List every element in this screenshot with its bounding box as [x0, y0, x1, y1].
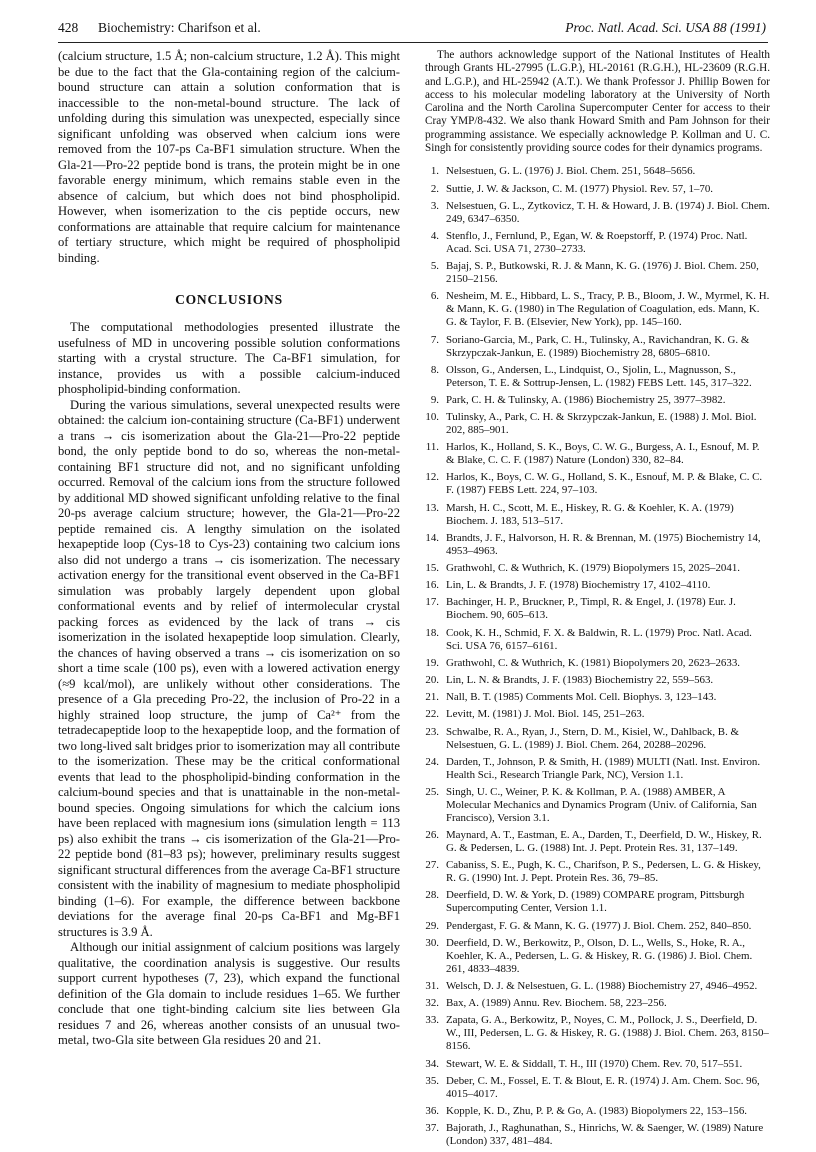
reference-number: 7. [430, 333, 439, 346]
reference-number: 22. [425, 708, 439, 721]
left-column [58, 49, 400, 1049]
reference-item [425, 394, 770, 407]
reference-text: Harlos, K., Boys, C. W. G., Holland, S. K., Esnouf, M. P. & Blake, C. C. F. (1987) FEBS Lett. 224, 97–103. [446, 471, 763, 497]
reference-number: 5. [430, 260, 439, 273]
reference-text: Schwalbe, R. A., Ryan, J., Stern, D. M., Kisiel, W., Dahlback, B. & Nelsestuen, G. L. (1989) J. Biol. Chem. 264, 20288–20296. [446, 725, 739, 751]
reference-text: Nall, B. T. (1985) Comments Mol. Cell. Biophys. 3, 123–143. [446, 691, 717, 704]
reference-number: 30. [425, 936, 439, 949]
reference-item [425, 596, 770, 622]
reference-item [425, 937, 770, 976]
reference-text: Levitt, M. (1981) J. Mol. Biol. 145, 251–263. [446, 708, 645, 721]
reference-text: Pendergast, F. G. & Mann, K. G. (1977) J. Biol. Chem. 252, 840–850. [446, 919, 752, 932]
reference-number: 32. [425, 997, 439, 1010]
reference-text: Bachinger, H. P., Bruckner, P., Timpl, R. & Engel, J. (1978) Eur. J. Biochem. 90, 605–613. [446, 596, 736, 622]
reference-text: Grathwohl, C. & Wuthrich, K. (1981) Biopolymers 20, 2623–2633. [446, 656, 740, 669]
body-paragraph: During the various simulations, several unexpected results were obtained: the calcium ion-containing structure (Ca-BF1) underwent a trans → cis isomerization about the Gla-21—Pro-22 peptide bond, the only peptide bond to do so, whereas the non-metal-containing BF1 structure did not, and no significant unfolding occurred. Removal of the calcium ions from the structure followed by additional MD showed significant unfolding relative to the final 20-ps average calcium structure; however, the Gla-21—Pro-22 peptide remained cis. A lengthy simulation on the isolated hexapeptide loop (Cys-18 to Cys-23) containing two calcium ions also did not undergo a trans → cis isomerization. The necessary activation energy for the transitional event observed in the Ca-BF1 simulation was probably largely dependent upon global conformational events and by relief of intermolecular crystal packing forces as evidenced by the lack of trans → cis isomerization in the isolated hexapeptide loop simulation. Clearly, the chances of having observed a trans → cis isomerization on so short a time scale (100 ps), even with a lowered activation energy (≈9 kcal/mol), are unlikely without other considerations. The presence of a Gla preceding Pro-22, the inclusion of Pro-22 in a highly strained loop structure, the jump of Ca²⁺ from the tetradecapeptide loop to the hexapeptide loop, and the formation of two long-lived salt bridges prior to isomerization may all contribute to the isomerization. These may be the critical conformational events that lead to the phospholipid-binding conformation in the calcium-bound species and that is unattainable in the non-metal-bound species. Ongoing simulations for which the calcium ions have been replaced with magnesium ions (simulation length = 113 ps) also exhibit the trans → cis isomerization of the Gla-21—Pro-22 peptide bond (81–83 ps); however, preliminary results suggest significant structural differences from the average Ca-BF1 structure consistent with the inability of magnesium to mediate phospholipid binding (1–6). For example, the difference between backbone deviations for the average final 20-ps Ca-BF1 and Mg-BF1 structures is 3.9 Å. [58, 397, 400, 939]
reference-item [425, 532, 770, 558]
reference-number: 2. [430, 182, 439, 195]
reference-number: 10. [425, 411, 439, 424]
reference-number: 19. [425, 656, 439, 669]
reference-item [425, 411, 770, 437]
reference-number: 24. [425, 755, 439, 768]
reference-text: Cook, K. H., Schmid, F. X. & Baldwin, R. L. (1979) Proc. Natl. Acad. Sci. USA 76, 6157–6161. [446, 626, 752, 652]
reference-text: Darden, T., Johnson, P. & Smith, H. (1989) MULTI (Natl. Inst. Environ. Health Sci., Research Triangle Park, NC), Version 1.1. [446, 755, 761, 781]
reference-item [425, 708, 770, 721]
reference-number: 29. [425, 919, 439, 932]
reference-number: 26. [425, 829, 439, 842]
reference-text: Deerfield, D. W. & York, D. (1989) COMPARE program, Pittsburgh Supercomputing Center, Version 1.1. [446, 889, 745, 915]
reference-text: Cabaniss, S. E., Pugh, K. C., Charifson, P. S., Pedersen, L. G. & Hiskey, R. G. (1990) Int. J. Pept. Protein Res. 36, 79–85. [446, 859, 761, 885]
reference-text: Nelsestuen, G. L. (1976) J. Biol. Chem. 251, 5648–5656. [446, 165, 696, 178]
reference-item [425, 562, 770, 575]
reference-item [425, 980, 770, 993]
reference-number: 20. [425, 673, 439, 686]
body-paragraph: Although our initial assignment of calcium positions was largely qualitative, the coordination analysis is suggestive. Our results support current hypotheses (7, 23), which expand the functional definition of the Gla domain to include residues 1–65. We further conclude that one tight-binding calcium site lies between Gla residues 7 and 26, whereas another consists of an unusual two-metal, two-Gla site between Gla residues 20 and 21. [58, 940, 400, 1047]
reference-text: Stenflo, J., Fernlund, P., Egan, W. & Roepstorff, P. (1974) Proc. Natl. Acad. Sci. USA 71, 2730–2733. [446, 229, 748, 255]
reference-number: 31. [425, 980, 439, 992]
reference-item [425, 786, 770, 825]
reference-item [425, 290, 770, 329]
reference-item [425, 471, 770, 497]
reference-item [425, 859, 770, 885]
reference-text: Bajorath, J., Raghunathan, S., Hinrichs, W. & Saenger, W. (1989) Nature (London) 337, 481–484. [446, 1122, 764, 1148]
reference-text: Suttie, J. W. & Jackson, C. M. (1977) Physiol. Rev. 57, 1–70. [446, 182, 714, 195]
reference-text: Marsh, H. C., Scott, M. E., Hiskey, R. G. & Koehler, K. A. (1979) Biochem. J. 183, 513–517. [446, 501, 734, 527]
reference-item [425, 364, 770, 390]
running-head: Biochemistry: Charifson et al. [98, 20, 261, 35]
reference-number: 3. [430, 199, 439, 212]
reference-text: Bajaj, S. P., Butkowski, R. J. & Mann, K. G. (1976) J. Biol. Chem. 250, 2150–2156. [446, 260, 759, 286]
reference-text: Lin, L. N. & Brandts, J. F. (1983) Biochemistry 22, 559–563. [446, 673, 714, 686]
reference-number: 6. [430, 290, 439, 303]
reference-text: Deerfield, D. W., Berkowitz, P., Olson, D. L., Wells, S., Hoke, R. A., Koehler, K. A., Pedersen, L. G. & Hiskey, R. G. (1986) J. Biol. Chem. 261, 4833–4839. [446, 936, 753, 975]
journal-citation: Proc. Natl. Acad. Sci. USA 88 (1991) [565, 20, 766, 35]
reference-item [425, 756, 770, 782]
reference-item [425, 230, 770, 256]
reference-item [425, 889, 770, 915]
page-header [58, 20, 766, 42]
reference-number: 1. [430, 165, 439, 178]
reference-number: 9. [430, 393, 439, 406]
reference-item [425, 674, 770, 687]
reference-number: 13. [425, 501, 439, 514]
right-column [425, 49, 770, 1152]
reference-text: Bax, A. (1989) Annu. Rev. Biochem. 58, 223–256. [446, 997, 667, 1010]
body-paragraph: (calcium structure, 1.5 Å; non-calcium structure, 1.2 Å). This might be due to the fact that the Gla-containing region of the calcium-bound structure can attain a solution conformation that is inaccessible to the non-metal-bound structure. The lack of unfolding during this simulation was unexpected, especially since significant unfolding was observed when calcium ions were removed from the 107-ps Ca-BF1 simulation structure. When the Gla-21—Pro-22 peptide bond is trans, the protein might be in one favorable energy minimum, which remains stable even in the absence of calcium, but which does not bind phospholipid. However, when isomerization to the cis peptide occurs, new conformations are attainable that require calcium for maintenance of tertiary structure, which might be required of phospholipid binding. [58, 49, 400, 265]
reference-item [425, 997, 770, 1010]
reference-text: Harlos, K., Holland, S. K., Boys, C. W. G., Burgess, A. I., Esnouf, M. P. & Blake, C. C. F. (1987) Nature (London) 330, 82–84. [446, 441, 760, 467]
reference-text: Deber, C. M., Fossel, E. T. & Blout, E. R. (1974) J. Am. Chem. Soc. 96, 4015–4017. [446, 1074, 760, 1100]
reference-item [425, 260, 770, 286]
reference-number: 36. [425, 1104, 439, 1117]
reference-number: 34. [425, 1057, 439, 1070]
reference-number: 17. [425, 596, 439, 609]
reference-item [425, 829, 770, 855]
reference-number: 12. [425, 471, 439, 484]
reference-item [425, 441, 770, 467]
reference-number: 23. [425, 725, 439, 738]
reference-text: Park, C. H. & Tulinsky, A. (1986) Biochemistry 25, 3977–3982. [446, 393, 726, 406]
reference-item [425, 1122, 770, 1148]
reference-item [425, 657, 770, 670]
reference-item [425, 200, 770, 226]
reference-number: 37. [425, 1122, 439, 1135]
reference-number: 21. [425, 691, 439, 704]
reference-number: 11. [425, 441, 439, 454]
reference-text: Maynard, A. T., Eastman, E. A., Darden, T., Deerfield, D. W., Hiskey, R. G. & Pedersen, L. G. (1988) Int. J. Pept. Protein Res. 31, 137–149. [446, 829, 762, 855]
reference-item [425, 183, 770, 196]
reference-number: 25. [425, 785, 439, 798]
reference-number: 4. [430, 229, 439, 242]
reference-text: Welsch, D. J. & Nelsestuen, G. L. (1988) Biochemistry 27, 4946–4952. [446, 980, 758, 992]
section-heading: CONCLUSIONS [175, 292, 283, 307]
acknowledgment: The authors acknowledge support of the National Institutes of Health through Grants HL-27995 (L.G.P.), HL-20161 (R.G.H.), HL-23609 (R.G.H. and L.G.P.), and HL-25942 (A.T.). We thank Professor J. Phillip Bowen for access to his molecular modeling laboratory at the University of North Carolina and the North Carolina Supercomputer Center for access to their Cray YMP/8-432. We also thank Howard Smith and Pam Johnson for their programming assistance. We especially acknowledge P. Kollman and U. C. Singh for consistently providing source codes for their dynamics programs. [425, 49, 770, 155]
reference-item [425, 334, 770, 360]
reference-number: 33. [425, 1014, 439, 1027]
reference-text: Nelsestuen, G. L., Zytkovicz, T. H. & Howard, J. B. (1974) J. Biol. Chem. 249, 6347–6350. [446, 199, 770, 225]
reference-item [425, 579, 770, 592]
reference-item [425, 726, 770, 752]
reference-text: Lin, L. & Brandts, J. F. (1978) Biochemistry 17, 4102–4110. [446, 579, 711, 592]
reference-number: 35. [425, 1074, 439, 1087]
body-paragraph: The computational methodologies presented illustrate the usefulness of MD in uncovering possible solution conformations starting with a crystal structure. The Ca-BF1 simulation, for instance, provides us with a possible calcium-induced phospholipid-binding conformation. [58, 320, 400, 396]
reference-text: Grathwohl, C. & Wuthrich, K. (1979) Biopolymers 15, 2025–2041. [446, 562, 740, 574]
reference-item [425, 1058, 770, 1071]
reference-number: 16. [425, 579, 439, 592]
reference-number: 15. [425, 562, 439, 574]
page-number: 428 [58, 20, 79, 35]
reference-text: Zapata, G. A., Berkowitz, P., Noyes, C. M., Pollock, J. S., Deerfield, D. W., III, Pedersen, L. G. & Hiskey, R. G. (1988) J. Biol. Chem. 263, 8150–8156. [446, 1014, 769, 1053]
reference-item [425, 502, 770, 528]
reference-number: 14. [425, 531, 439, 544]
reference-text: Soriano-Garcia, M., Park, C. H., Tulinsky, A., Ravichandran, K. G. & Skrzypczak-Jankun, E. (1989) Biochemistry 28, 6805–6810. [446, 333, 750, 359]
header-rule [58, 42, 768, 43]
reference-text: Kopple, K. D., Zhu, P. P. & Go, A. (1983) Biopolymers 22, 153–156. [446, 1104, 748, 1117]
reference-item [425, 1105, 770, 1118]
reference-text: Brandts, J. F., Halvorson, H. R. & Brennan, M. (1975) Biochemistry 14, 4953–4963. [446, 531, 761, 557]
reference-text: Singh, U. C., Weiner, P. K. & Kollman, P. A. (1988) AMBER, A Molecular Mechanics and Dynamics Program (Univ. of California, San Francisco), Version 3.1. [446, 785, 757, 824]
reference-text: Stewart, W. E. & Siddall, T. H., III (1970) Chem. Rev. 70, 517–551. [446, 1057, 743, 1070]
reference-text: Tulinsky, A., Park, C. H. & Skrzypczak-Jankun, E. (1988) J. Mol. Biol. 202, 885–901. [446, 411, 757, 437]
reference-item [425, 627, 770, 653]
reference-item [425, 691, 770, 704]
reference-item [425, 1075, 770, 1101]
reference-number: 28. [425, 889, 439, 902]
reference-number: 27. [425, 859, 439, 872]
reference-number: 8. [430, 363, 439, 376]
reference-number: 18. [425, 626, 439, 639]
reference-text: Olsson, G., Andersen, L., Lindquist, O., Sjolin, L., Magnusson, S., Peterson, T. E. & Sottrup-Jensen, L. (1982) FEBS Lett. 145, 317–322. [446, 363, 752, 389]
reference-list [425, 165, 770, 1148]
reference-item [425, 1014, 770, 1053]
reference-text: Nesheim, M. E., Hibbard, L. S., Tracy, P. B., Bloom, J. W., Myrmel, K. H. & Mann, K. G. (1980) in The Regulation of Coagulation, eds. Mann, K. G. & Taylor, F. B. (Elsevier, New York), pp. 145–160. [446, 290, 770, 329]
reference-item [425, 165, 770, 178]
reference-item [425, 920, 770, 933]
